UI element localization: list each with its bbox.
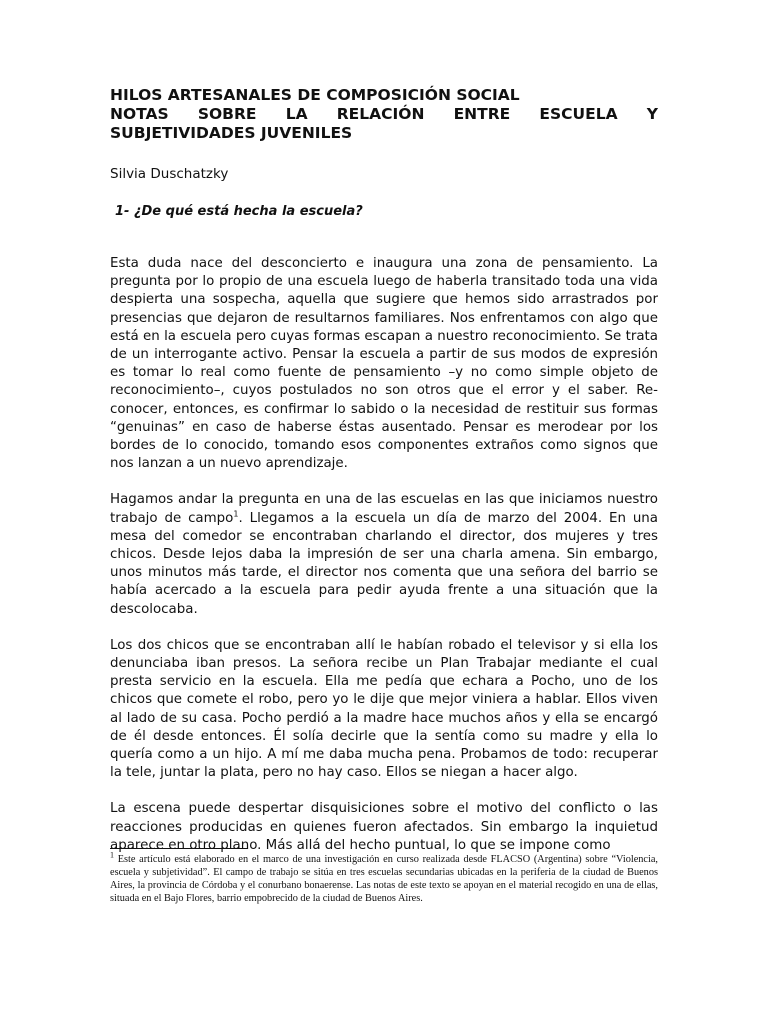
document-page: [110, 86, 658, 855]
footnote-reference[interactable]: 1: [233, 509, 239, 519]
author-name: Silvia Duschatzky: [110, 166, 229, 182]
paragraph-2: [110, 491, 658, 618]
paragraph-4: La escena puede despertar disquisiciones sobre el motivo del conflicto o las reacciones producidas en quienes fueron afectados. Sin embargo la inquietud aparece en otro plano. Más allá del hecho puntual, lo que se impone como: [110, 801, 658, 853]
title-line-1: HILOS ARTESANALES DE COMPOSICIÓN SOCIAL: [110, 86, 520, 104]
paragraph-2-start: Hagamos andar la pregunta en una de las escuelas en las que iniciamos nuestro trabajo de campo: [110, 492, 658, 526]
paragraph-1: Esta duda nace del desconcierto e inaugura una zona de pensamiento. La pregunta por lo propio de una escuela luego de haberla transitado toda una vida despierta una sospecha, aquella que sugiere que hemos sido arrastrados por presencias que dejaron de resultarnos familiares. Nos enfrentamos con algo que está en la escuela pero cuyas formas escapan a nuestro reconocimiento. Se trata de un interrogante activo. Pensar la escuela a partir de sus modos de expresión es tomar lo real como fuente de pensamiento –y no como simple objeto de reconocimiento–, cuyos postulados no son otros que el error y el saber. Re-conocer, entonces, es confirmar lo sabido o la necesidad de restituir sus formas “genuinas” en caso de haberse éstas ausentado. Pensar es merodear por los bordes de lo conocido, tomando esos componentes extraños como signos que nos lanzan a un nuevo aprendizaje.: [110, 256, 658, 472]
footnote-divider: [110, 848, 248, 849]
paragraph-3: Los dos chicos que se encontraban allí le habían robado el televisor y si ella los denunciaba iban presos. La señora recibe un Plan Trabajar mediante el cual presta servicio en la escuela. Ella me pedía que echara a Pocho, uno de los chicos que comete el robo, pero yo le dije que mejor viniera a hablar. Ellos viven al lado de su casa. Pocho perdió a la madre hace muchos años y ella se encargó de él desde entonces. Él solía decirle que la sentía como su madre y ella lo quería como a un hijo. A mí me daba mucha pena. Probamos de todo: recuperar la tele, juntar la plata, pero no hay caso. Ellos se niegan a hacer algo.: [110, 637, 658, 781]
footnote-text: Este artículo está elaborado en el marco de una investigación en curso realizada desde FLACSO (Argentina) sobre “Violencia, escuela y subjetividad”. El campo de trabajo se sitúa en tres escuelas secundarias ubicadas en la periferia de la ciudad de Buenos Aires, la provincia de Córdoba y el conurbano bonaerense. Las notas de este texto se apoyan en el material recogido en una de ellas, situada en el Bajo Flores, barrio empobrecido de la ciudad de Buenos Aires.: [110, 854, 658, 904]
body-text: [110, 255, 658, 855]
section-heading: 1- ¿De qué está hecha la escuela?: [115, 204, 363, 219]
footnote: [110, 850, 658, 905]
paragraph-2-end: . Llegamos a la escuela un día de marzo del 2004. En una mesa del comedor se encontraban charlando el director, dos mujeres y tres chicos. Desde lejos daba la impresión de ser una charla amena. Sin embargo, unos minutos más tarde, el director nos comenta que una señora del barrio se había acercado a la escuela para pedir ayuda frente a una situación que la descolocaba.: [110, 510, 658, 617]
document-title: [110, 86, 658, 143]
title-line-2: NOTAS SOBRE LA RELACIÓN ENTRE ESCUELA Y SUBJETIVIDADES JUVENILES: [110, 105, 658, 142]
footnote-marker: 1: [110, 850, 114, 860]
